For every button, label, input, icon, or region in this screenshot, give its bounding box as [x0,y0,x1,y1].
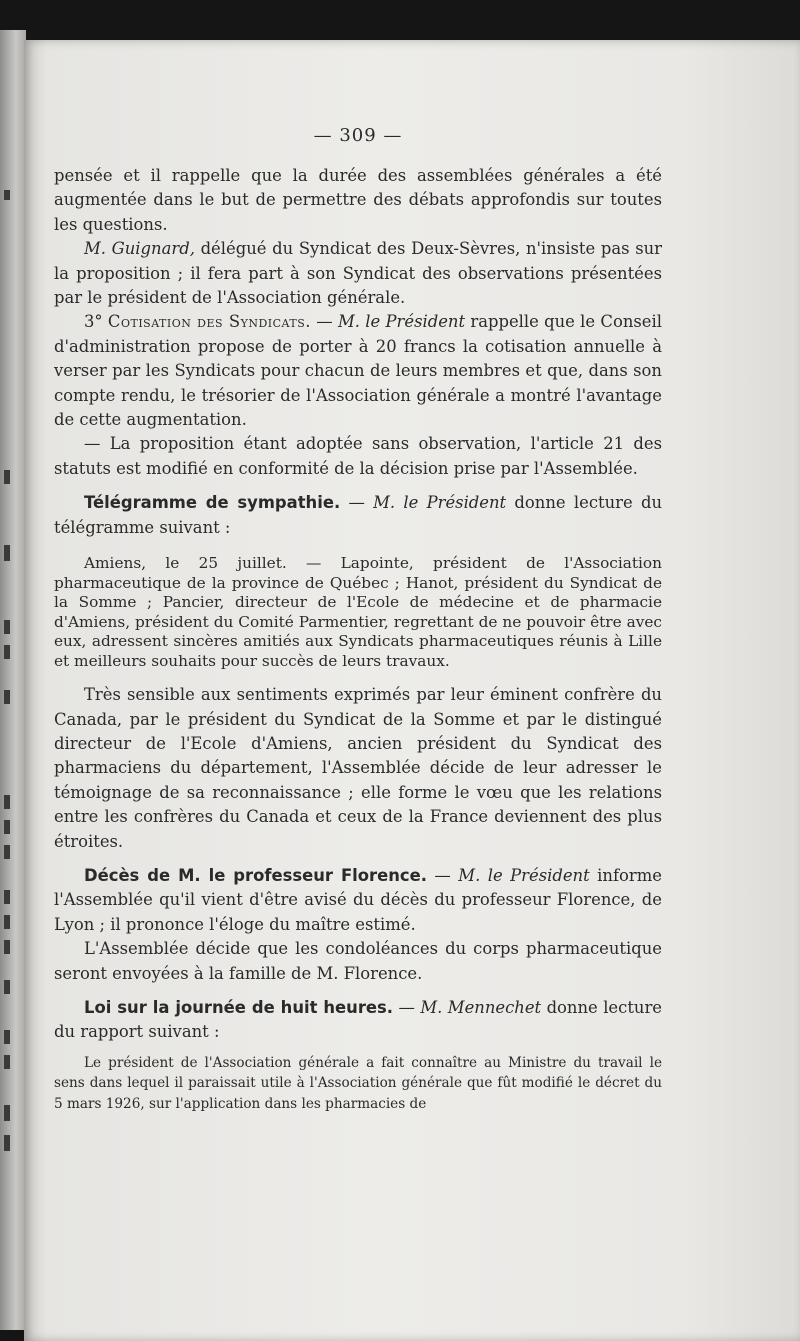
edge-mark [4,915,10,929]
section-paragraph [54,864,662,937]
edge-mark [4,1030,10,1044]
speaker-name: M. le Président [337,312,466,332]
section-paragraph [54,491,662,540]
edge-mark [4,1105,10,1121]
page-number: — 309 — [313,125,403,146]
edge-mark [4,845,10,859]
paragraph: pensée et il rappelle que la durée des assemblées générales a été augmentée dans le but de permettre des débats approfondis sur toutes les questions. [54,166,662,234]
section-heading: Loi sur la journée de huit heures. [84,997,394,1017]
speaker-name: M. Guignard, [84,239,195,259]
section-paragraph [54,996,662,1045]
paragraph: L'Assemblée décide que les condoléances du corps pharmaceutique seront envoyées à la famille de M. Florence. [54,939,662,983]
paragraph [54,237,662,310]
paragraph-text: délégué du Syndicat des Deux-Sèvres, n'insiste pas sur la proposition ; il fera part à son Syndicat des observations présentées par le président de l'Association générale. [54,239,662,308]
speaker-name: M. Mennechet [420,997,542,1017]
edge-mark [4,645,10,659]
report-text: Le président de l'Association générale a fait connaître au Ministre du travail le sens dans lequel il paraissait utile à l'Association générale que fût modifié le décret du 5 mars 1926, sur l'application dans les pharmacies de [54,1054,662,1112]
edge-mark [4,545,10,561]
book-page [24,40,800,1341]
page-content [54,125,662,1114]
edge-mark [4,820,10,834]
edge-mark [4,190,10,200]
paragraph: Très sensible aux sentiments exprimés par leur éminent confrère du Canada, par le président du Syndicat de la Somme et par le distingué directeur de l'Ecole d'Amiens, ancien président du Syndicat des pharmaciens du département, l'Assemblée décide de leur adresser le témoignage de sa reconnaissance ; elle forme le vœu que les relations entre les confrères du Canada et ceux de la France deviennent des plus étroites. [54,685,662,851]
item-number: 3° [84,312,108,332]
paragraph-text: rappelle que le Conseil d'administration propose de porter à 20 francs la cotisation annuelle à verser par les Syndicats pour chacun de leurs membres et que, dans son compte rendu, le trésorier de l'Association générale a montré l'avantage de cette augmentation. [54,312,662,430]
speaker-name: M. le Président [373,493,507,513]
edge-mark [4,890,10,904]
dash: — [340,493,374,513]
dash: — [426,865,459,885]
edge-mark [4,470,10,484]
paragraph: — La proposition étant adoptée sans observation, l'article 21 des statuts est modifié en conformité de la décision prise par l'Assemblée. [54,434,662,478]
edge-mark [4,1055,10,1069]
edge-mark [4,1135,10,1151]
previous-page-edge [0,30,26,1330]
telegram-quote: Amiens, le 25 juillet. — Lapointe, président de l'Association pharmaceutique de la province de Québec ; Hanot, président du Syndicat de la Somme ; Pancier, directeur de l'Ecole de médecine et de pharmacie d'Amiens, président du Comité Parmentier, regrettant de ne pouvoir être avec eux, adressent sincères amitiés aux Syndicats pharmaceutiques réunis à Lille et meilleurs souhaits pour succès de leurs travaux. [54,554,662,670]
speaker-name: M. le Président [458,865,590,885]
paragraph-text: donne lecture du télégramme suivant : [54,493,662,537]
paragraph [54,310,662,432]
edge-mark [4,690,10,704]
section-heading: Télégramme de sympathie. [84,493,341,513]
edge-mark [4,795,10,809]
edge-mark [4,980,10,994]
section-heading: Décès de M. le professeur Florence. [84,865,427,885]
dash: — [393,997,421,1017]
edge-mark [4,620,10,634]
section-title: Cotisation des Syndicats. [107,312,311,332]
paragraph-text: informe l'Assemblée qu'il vient d'être avisé du décès du professeur Florence, de Lyon ; il prononce l'éloge du maître estimé. [54,865,662,934]
paragraph-text: donne lecture du rapport suivant : [54,997,662,1042]
edge-mark [4,940,10,954]
dash: — [310,312,338,332]
